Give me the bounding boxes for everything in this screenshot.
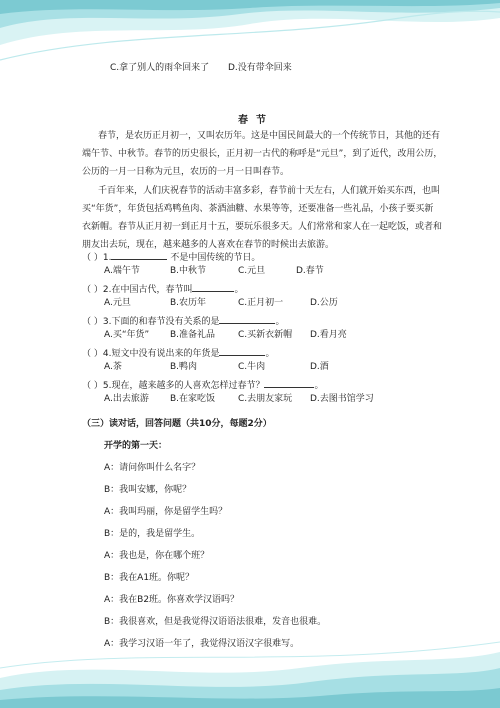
q4-stem-b: 。 xyxy=(265,349,275,359)
reading-title: 春节 xyxy=(238,115,274,126)
q1-option-d[interactable]: D.春节 xyxy=(296,266,324,276)
question-3 xyxy=(82,314,284,329)
para2-line2: 买“年货”，年货包括鸡鸭鱼肉、茶酒油糖、水果等等，还要准备一些礼品，小孩子要买新 xyxy=(82,204,434,214)
q3-stem-b: 。 xyxy=(275,317,285,327)
q5-stem-a: 现在，越来越多的人喜欢怎样过春节？ xyxy=(111,381,265,391)
q1-option-a[interactable]: A.端午节 xyxy=(104,266,140,276)
para2-line1: 千百年来，人们庆祝春节的活动丰富多彩，春节前十天左右，人们就开始买东西，也叫 xyxy=(98,186,441,196)
q4-option-c[interactable]: C.牛肉 xyxy=(238,362,266,372)
para1-line1: 春节，是农历正月初一，又叫农历年。这是中国民间最大的一个传统节日，其他的还有 xyxy=(98,131,441,141)
dialog-line-9: A：我学习汉语一年了，我觉得汉语汉字很难写。 xyxy=(104,639,300,649)
q2-stem-b: 。 xyxy=(234,285,244,295)
q5-blank[interactable] xyxy=(264,378,314,388)
q3-stem-a: 下面的和春节没有关系的是 xyxy=(111,317,220,327)
dialog-line-7: A：我在B2班。你喜欢学汉语吗？ xyxy=(104,595,240,605)
prev-option-d: D.没有带伞回来 xyxy=(228,63,292,73)
question-5 xyxy=(82,378,323,393)
q3-option-d[interactable]: D.看月亮 xyxy=(310,330,347,340)
q4-stem-a: 短文中没有说出来的年货是 xyxy=(111,349,220,359)
q2-option-a[interactable]: A.元旦 xyxy=(104,298,131,308)
q4-option-b[interactable]: B.鸭肉 xyxy=(170,362,198,372)
q2-stem-a: 在中国古代，春节叫 xyxy=(111,285,193,295)
q3-option-b[interactable]: B.准备礼品 xyxy=(170,330,216,340)
dialog-title: 开学的第一天： xyxy=(104,441,168,451)
dialog-line-4: B：是的，我是留学生。 xyxy=(104,529,201,539)
para2-line3: 衣新帽。春节从正月初一到正月十五，要玩乐很多天。人们常常和家人在一起吃饭，或者和 xyxy=(82,222,443,232)
q2-option-b[interactable]: B.农历年 xyxy=(170,298,207,308)
q1-stem: 不是中国传统的节日。 xyxy=(170,253,261,263)
q3-paren: （ ）3. xyxy=(82,317,112,327)
dialog-line-3: A：我叫玛丽，你是留学生吗？ xyxy=(104,507,228,517)
q5-option-d[interactable]: D.去图书馆学习 xyxy=(310,394,374,404)
dialog-line-6: B：我在A1班。你呢？ xyxy=(104,573,195,583)
question-4 xyxy=(82,346,274,361)
q5-option-a[interactable]: A.出去旅游 xyxy=(104,394,149,404)
q3-option-a[interactable]: A.买“年货” xyxy=(104,330,150,340)
para1-line3: 公历的一月一日称为元旦，农历的一月一日叫春节。 xyxy=(82,167,290,177)
q4-option-a[interactable]: A.茶 xyxy=(104,362,122,372)
q4-option-d[interactable]: D.酒 xyxy=(310,362,329,372)
q5-stem-b: 。 xyxy=(314,381,324,391)
q2-option-c[interactable]: C.正月初一 xyxy=(238,298,284,308)
q2-option-d[interactable]: D.公历 xyxy=(310,298,338,308)
q4-blank[interactable] xyxy=(219,346,265,356)
q3-option-c[interactable]: C.买新衣新帽 xyxy=(238,330,293,340)
section3-heading: （三）读对话，回答问题（共10分，每题2分） xyxy=(82,419,272,429)
question-1 xyxy=(82,250,260,265)
q4-paren: （ ）4. xyxy=(82,349,112,359)
q5-paren: （ ）5. xyxy=(82,381,112,391)
dialog-line-8: B：我很喜欢，但是我觉得汉语语法很难，发音也很难。 xyxy=(104,617,327,627)
q2-blank[interactable] xyxy=(192,282,234,292)
q2-paren: （ ）2. xyxy=(82,285,112,295)
q1-blank[interactable] xyxy=(111,250,167,260)
dialog-line-2: B：我叫安娜，你呢？ xyxy=(104,485,192,495)
q5-option-c[interactable]: C.去朋友家玩 xyxy=(238,394,293,404)
dialog-line-1: A：请问你叫什么名字？ xyxy=(104,463,201,473)
prev-option-c: C.拿了别人的雨伞回来了 xyxy=(110,63,210,73)
para1-line2: 端午节、中秋节。春节的历史很长，正月初一古代的称呼是“元旦”，到了近代，改用公历， xyxy=(82,149,443,159)
q1-paren: （ ）1. xyxy=(82,253,112,263)
q1-option-c[interactable]: C.元旦 xyxy=(238,266,266,276)
question-2 xyxy=(82,282,243,297)
q1-option-b[interactable]: B.中秋节 xyxy=(170,266,207,276)
dialog-line-5: A：我也是，你在哪个班？ xyxy=(104,551,210,561)
para2-line4: 朋友出去玩，现在，越来越多的人喜欢在春节的时候出去旅游。 xyxy=(82,240,335,250)
q5-option-b[interactable]: B.在家吃饭 xyxy=(170,394,216,404)
q3-blank[interactable] xyxy=(219,314,275,324)
